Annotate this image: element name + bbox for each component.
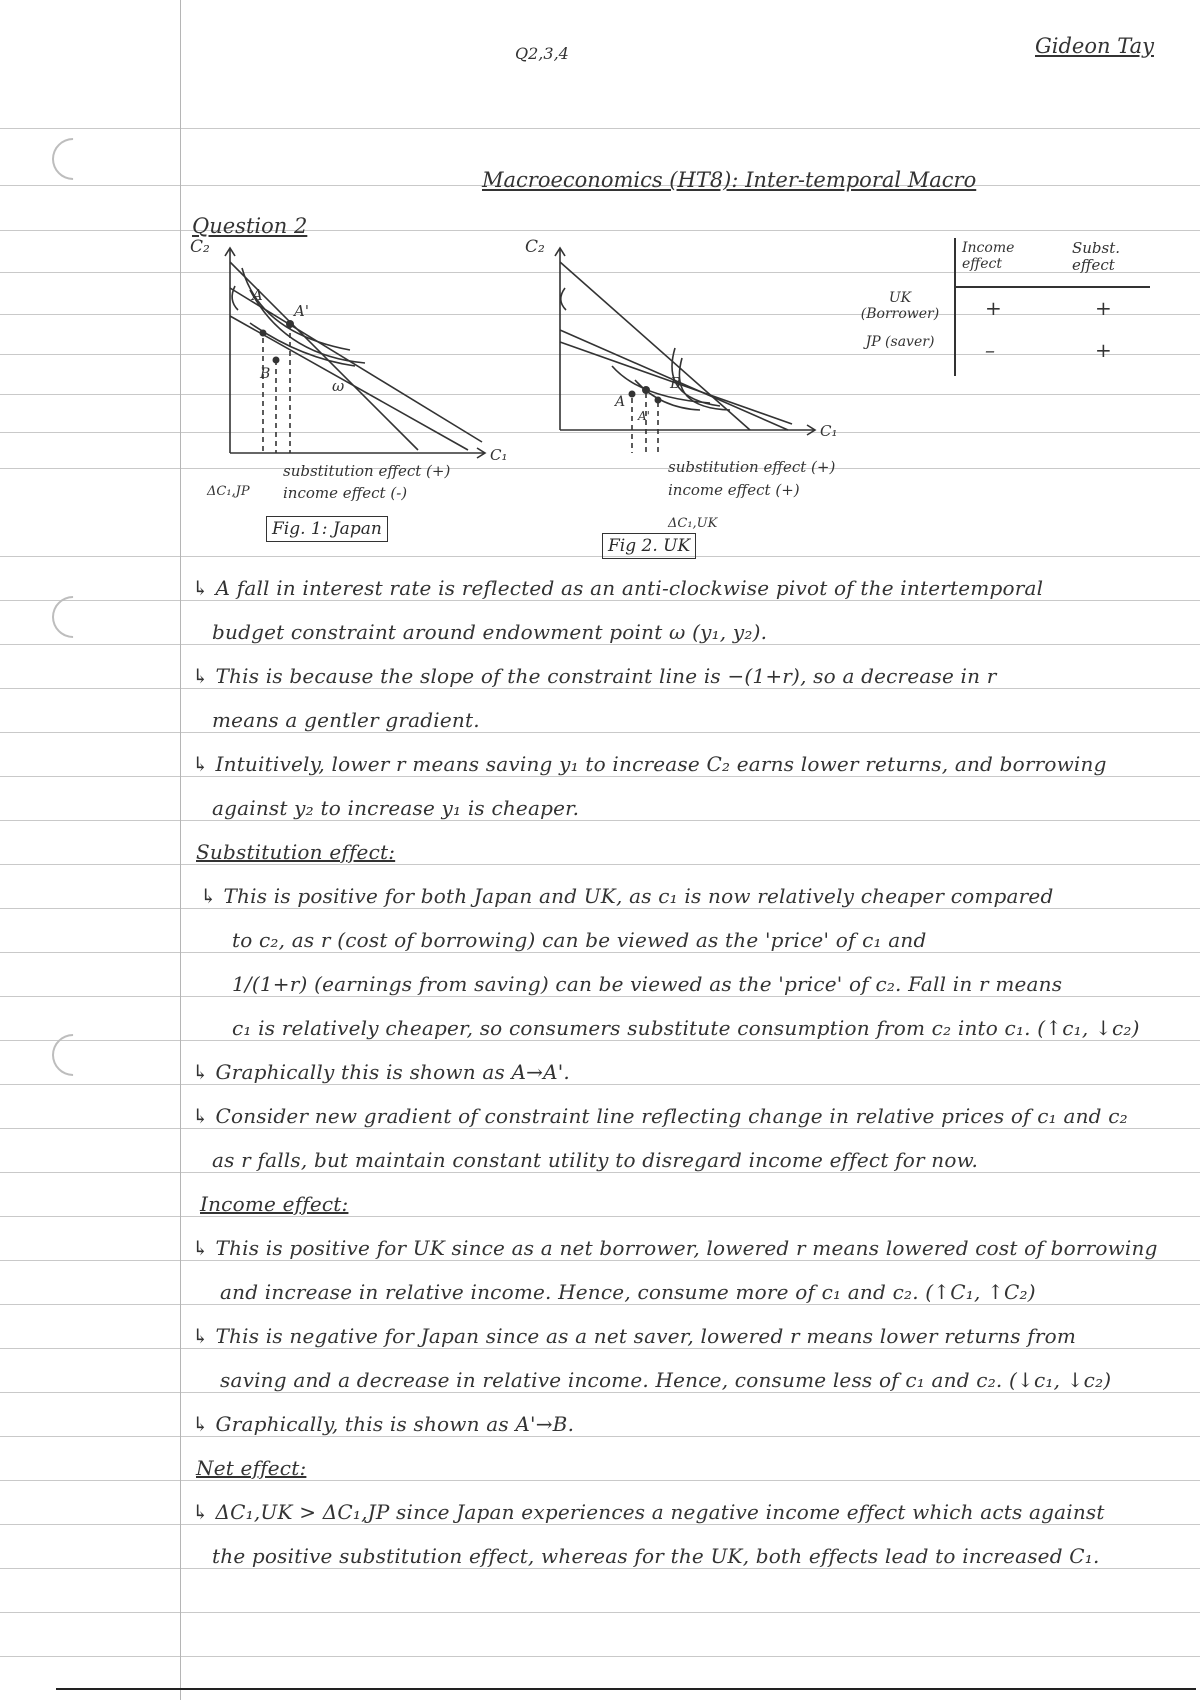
table-header-subst: Subst. effect [1072, 239, 1121, 274]
table-row-uk-subst: + [1095, 296, 1112, 320]
fig2-substitution-label: substitution effect (+) [668, 458, 836, 476]
fig1-delta-label: ΔC₁,JP [207, 484, 250, 499]
text-line-4: means a gentler gradient. [212, 708, 480, 732]
text-line-17: and increase in relative income. Hence, consume more of c₁ and c₂. (↑C₁, ↑C₂) [220, 1280, 1036, 1304]
text-line-5: ↳ Intuitively, lower r means saving y₁ to increase C₂ earns lower returns, and borrowing [192, 752, 1107, 776]
punch-hole [43, 129, 102, 188]
fig1-y-label: C₂ [190, 238, 210, 257]
fig2-x-label: C₁ [820, 422, 838, 440]
fig1-income-label: income effect (-) [283, 484, 408, 502]
fig2-label-b: B [670, 374, 682, 392]
effect-table [850, 238, 1150, 378]
fig1-caption: Fig. 1: Japan [266, 516, 388, 542]
text-line-22: ↳ ΔC₁,UK > ΔC₁,JP since Japan experiences a negative income effect which acts against [192, 1500, 1105, 1524]
table-header-income: Income effect [962, 240, 1015, 272]
fig1-label-a-prime: A' [294, 302, 309, 320]
fig1-point-b-dot [273, 357, 280, 364]
fig1-indifference-curve-2 [250, 290, 365, 363]
text-line-6: against y₂ to increase y₁ is cheaper. [212, 796, 580, 820]
fig1-substitution-label: substitution effect (+) [283, 462, 451, 480]
text-line-10: 1/(1+r) (earnings from saving) can be viewed as the 'price' of c₂. Fall in r means [232, 972, 1063, 996]
fig1-point-a-dot [260, 330, 267, 337]
text-line-19: saving and a decrease in relative income. Hence, consume less of c₁ and c₂. (↓c₁, ↓c₂) [220, 1368, 1112, 1392]
fig2-pivot-arrow [561, 288, 566, 310]
fig2-uk-diagram [520, 238, 850, 488]
table-row-jp-label: JP (saver) [865, 334, 935, 350]
page-title: Macroeconomics (HT8): Inter-temporal Macro [482, 168, 977, 192]
text-line-11: c₁ is relatively cheaper, so consumers substitute consumption from c₂ into c₁. (↑c₁, ↓c₂) [232, 1016, 1140, 1040]
margin-line [180, 0, 181, 1700]
text-line-8: ↳ This is positive for both Japan and UK, as c₁ is now relatively cheaper compared [200, 884, 1054, 908]
fig2-label-a-prime: A' [638, 409, 650, 423]
fig1-label-b: B [260, 366, 271, 382]
fig1-new-constraint [230, 316, 468, 450]
table-row-jp-subst: + [1095, 338, 1112, 362]
fig2-indifference-curve-1 [612, 366, 710, 403]
punch-hole [43, 587, 102, 646]
text-line-2: budget constraint around endowment point ω (y₁, y₂). [212, 620, 768, 644]
fig1-x-label: C₁ [490, 446, 508, 464]
punch-hole [43, 1025, 102, 1084]
text-line-3: ↳ This is because the slope of the constraint line is −(1+r), so a decrease in r [192, 664, 997, 688]
text-line-18: ↳ This is negative for Japan since as a net saver, lowered r means lower returns from [192, 1324, 1077, 1348]
fig2-y-label: C₂ [525, 238, 545, 257]
heading-income: Income effect: [200, 1192, 349, 1216]
heading-net-effect: Net effect: [196, 1456, 307, 1480]
fig2-income-label: income effect (+) [668, 481, 800, 499]
heading-substitution: Substitution effect: [196, 840, 396, 864]
fig2-caption: Fig 2. UK [602, 533, 696, 559]
text-line-1: ↳ A fall in interest rate is reflected as an anti-clockwise pivot of the intertemporal [192, 576, 1044, 600]
table-row-uk-label: UK (Borrower) [860, 290, 940, 322]
text-line-13: ↳ Consider new gradient of constraint line reflecting change in relative prices of c₁ and c₂ [192, 1104, 1128, 1128]
text-line-12: ↳ Graphically this is shown as A→A'. [192, 1060, 570, 1084]
fig1-label-w: ω [332, 377, 345, 395]
fig1-japan-diagram [190, 238, 530, 488]
question-heading: Question 2 [192, 214, 308, 238]
fig1-point-a-prime-dot [286, 320, 294, 328]
fig2-label-a: A [615, 394, 626, 410]
text-line-14: as r falls, but maintain constant utility to disregard income effect for now. [212, 1148, 979, 1172]
text-line-20: ↳ Graphically, this is shown as A'→B. [192, 1412, 575, 1436]
fig2-delta-label: ΔC₁,UK [668, 516, 718, 531]
page-ref: Q2,3,4 [515, 44, 569, 63]
text-line-23: the positive substitution effect, whereas for the UK, both effects lead to increased C₁. [212, 1544, 1100, 1568]
text-line-9: to c₂, as r (cost of borrowing) can be viewed as the 'price' of c₁ and [232, 928, 927, 952]
text-line-16: ↳ This is positive for UK since as a net borrower, lowered r means lowered cost of borrowing [192, 1236, 1158, 1260]
table-row-jp-income: – [985, 338, 995, 362]
fig2-original-constraint [560, 262, 750, 430]
fig1-label-a: A [252, 286, 263, 304]
fig1-pivot-arrow [232, 286, 238, 310]
table-row-uk-income: + [985, 296, 1002, 320]
bottom-edge [56, 1688, 1196, 1690]
author-name: Gideon Tay [1035, 34, 1154, 58]
